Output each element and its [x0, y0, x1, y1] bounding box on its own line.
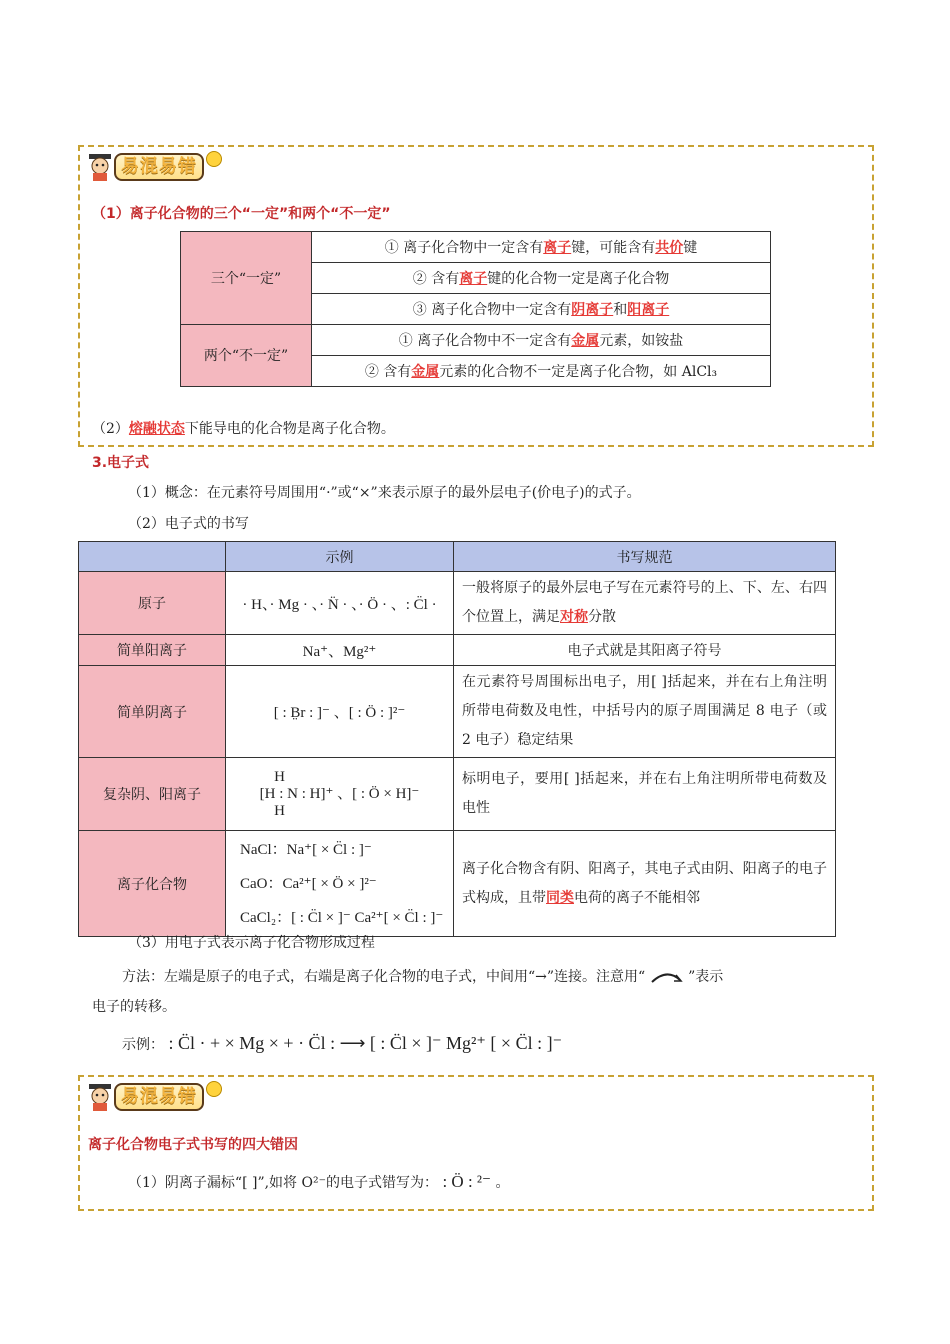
- row-compound-label: 离子化合物: [79, 831, 226, 937]
- row-1: ① 离子化合物中一定含有离子键，可能含有共价键: [312, 232, 771, 263]
- box1-note: （2）熔融状态下能导电的化合物是离子化合物。: [92, 421, 395, 437]
- row-complex-example: H [H : N : H]⁺ 、[ : Ö × H]⁻ H: [226, 758, 454, 831]
- concept-text: （1）概念：在元素符号周围用“·”或“×”来表示原子的最外层电子(价电子)的式子。: [128, 485, 641, 501]
- cartoon-icon: [86, 1082, 114, 1112]
- bulb-icon: [206, 1081, 222, 1097]
- method-text: 方法：左端是原子的电子式，右端是离子化合物的电子式，中间用“→”连接。注意用“ ”表示: [122, 969, 724, 985]
- electron-formula-table: [78, 541, 836, 937]
- row-complex-rule: 标明电子，要用[ ]括起来，并在右上角注明所带电荷数及电性: [454, 758, 836, 831]
- bulb-icon: [206, 151, 222, 167]
- row-2: ② 含有离子键的化合物一定是离子化合物: [312, 263, 771, 294]
- curved-arrow-icon: [650, 970, 684, 984]
- row-anion-rule: 在元素符号周围标出电子，用[ ]括起来，并在右上角注明所带电荷数及电性，中括号内的原子周围满足 8 电子（或 2 电子）稳定结果: [454, 666, 836, 758]
- box2-title: 离子化合物电子式书写的四大错因: [88, 1137, 298, 1153]
- row-compound-rule: 离子化合物含有阴、阳离子，其电子式由阴、阳离子的电子式构成，且带同类电荷的离子不能相邻: [454, 831, 836, 937]
- section3-heading: 3.电子式: [92, 455, 150, 471]
- box2-item1: （1）阴离子漏标“[ ]”,如将 O²⁻的电子式错写为： : Ö : ²⁻ 。: [128, 1172, 510, 1191]
- row-atom-rule: 一般将原子的最外层电子写在元素符号的上、下、左、右四个位置上，满足对称分散: [454, 572, 836, 635]
- row-complex-label: 复杂阴、阳离子: [79, 758, 226, 831]
- row-atom-example: · H、· Mg · 、· N̈ · 、· Ö · 、: C̈l ·: [226, 572, 454, 635]
- header-rule: 书写规范: [454, 542, 836, 572]
- header-empty: [79, 542, 226, 572]
- writing-title: （2）电子式的书写: [128, 516, 249, 532]
- box1-title: （1）离子化合物的三个“一定”和两个“不一定”: [92, 206, 391, 222]
- process-title: （3）用电子式表示离子化合物形成过程: [128, 935, 375, 951]
- row-compound-example: NaCl：Na⁺[ × C̈l : ]⁻ CaO：Ca²⁺[ × Ö × ]²⁻ CaCl₂：[ : C̈l × ]⁻ Ca²⁺[ × C̈l : ]⁻: [226, 831, 454, 937]
- example-row: 示例： : C̈l · + × Mg × + · C̈l : ⟶ [ : C̈l × ]⁻ Mg²⁺ [ × C̈l : ]⁻: [122, 1033, 563, 1053]
- badge-label: 易混易错: [114, 1083, 204, 1111]
- row-4: ① 离子化合物中不一定含有金属元素，如铵盐: [312, 325, 771, 356]
- badge-label: 易混易错: [114, 153, 204, 181]
- row-5: ② 含有金属元素的化合物不一定是离子化合物，如 AlCl₃: [312, 356, 771, 387]
- group-two-uncertain: 两个“不一定”: [181, 325, 312, 387]
- row-anion-label: 简单阴离子: [79, 666, 226, 758]
- row-anion-example: [ : B̤r : ]⁻ 、[ : Ö : ]²⁻: [226, 666, 454, 758]
- row-atom-label: 原子: [79, 572, 226, 635]
- badge-2: [86, 1082, 222, 1112]
- cartoon-icon: [86, 152, 114, 182]
- badge-1: [86, 152, 222, 182]
- method-line2: 电子的转移。: [92, 999, 176, 1015]
- row-cation-example: Na⁺、Mg²⁺: [226, 635, 454, 666]
- row-3: ③ 离子化合物中一定含有阴离子和阳离子: [312, 294, 771, 325]
- row-cation-label: 简单阳离子: [79, 635, 226, 666]
- row-cation-rule: 电子式就是其阳离子符号: [454, 635, 836, 666]
- group-three-certain: 三个“一定”: [181, 232, 312, 325]
- header-example: 示例: [226, 542, 454, 572]
- ionic-compound-table: [180, 231, 771, 387]
